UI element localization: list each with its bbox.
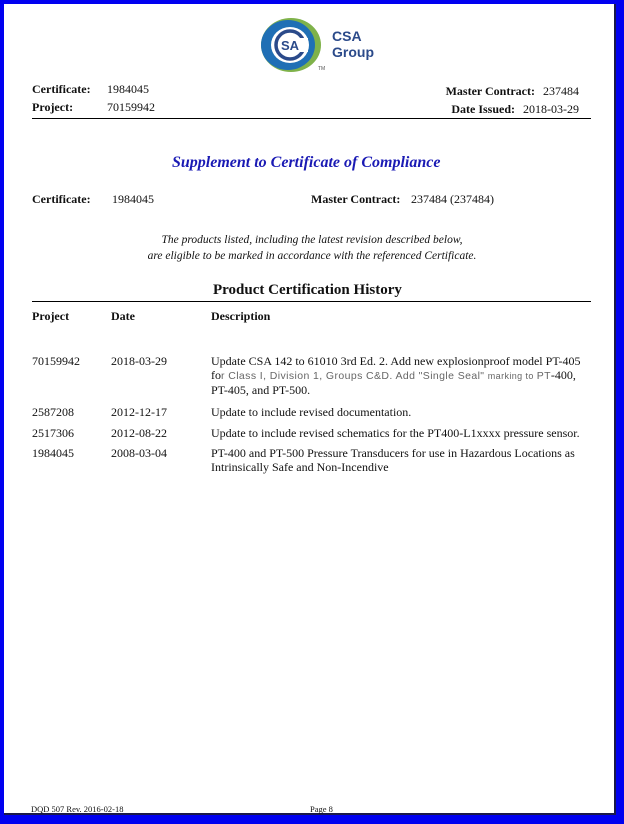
row-description: [211, 354, 581, 397]
row-date: 2012-12-17: [111, 405, 167, 419]
row-date: 2008-03-04: [111, 446, 167, 460]
description-line-3: PT-405, and PT-500.: [211, 383, 311, 397]
description-fragment: PT: [536, 370, 551, 382]
notice-line-2: are eligible to be marked in accordance with the referenced Certificate.: [147, 250, 477, 262]
description-fragment: r Class I, Division 1, Groups C&D. Add "Single Seal": [221, 370, 488, 382]
notice-line-1: The products listed, including the latest revision described below,: [161, 234, 463, 246]
sub-certificate-value: 1984045: [112, 192, 154, 206]
sub-certificate-label: Certificate:: [32, 192, 91, 206]
certificate-page: [4, 4, 616, 815]
project-label: Project:: [32, 100, 74, 114]
description-fragment: -400,: [550, 368, 576, 382]
history-divider: [32, 301, 591, 302]
column-header-project: Project: [32, 309, 70, 323]
project-value: 70159942: [107, 100, 155, 114]
master-contract-value: 237484: [543, 84, 579, 98]
description-line-1: Update CSA 142 to 61010 3rd Ed. 2. Add new explosionproof model PT-405: [211, 354, 581, 368]
sub-master-contract-label: Master Contract:: [311, 192, 401, 206]
description-fragment: marking to: [487, 371, 537, 381]
row-project: 70159942: [32, 354, 80, 368]
row-date: 2018-03-29: [111, 354, 167, 368]
document-title: Supplement to Certificate of Compliance: [172, 154, 441, 171]
column-header-date: Date: [111, 309, 135, 323]
row-project: 2517306: [32, 426, 74, 440]
master-contract-label: Master Contract:: [445, 84, 535, 98]
sub-master-contract-value: 237484 (237484): [411, 192, 494, 206]
logo-wordmark: [332, 28, 374, 60]
date-issued: [451, 100, 579, 118]
date-issued-label: Date Issued:: [451, 102, 515, 116]
csa-group-logo: [258, 14, 378, 76]
row-date: 2012-08-22: [111, 426, 167, 440]
svg-text:SA: SA: [280, 38, 300, 53]
master-contract: [446, 82, 579, 100]
logo-line-csa: CSA: [332, 28, 362, 44]
eligibility-notice: [0, 232, 624, 264]
row-description: Update to include revised schematics for the PT400-L1xxxx pressure sensor.: [211, 426, 580, 440]
trademark-mark: TM: [318, 66, 326, 72]
row-description: Update to include revised documentation.: [211, 405, 412, 419]
form-id: DQD 507 Rev. 2016-02-18: [31, 804, 124, 814]
header-divider: [32, 118, 591, 119]
description-fragment: fo: [211, 368, 221, 382]
column-header-description: Description: [211, 309, 271, 323]
history-title: Product Certification History: [213, 282, 402, 298]
logo-line-group: Group: [332, 44, 374, 60]
page-number: Page 8: [310, 804, 333, 814]
certificate-value: 1984045: [107, 82, 149, 96]
date-issued-value: 2018-03-29: [523, 102, 579, 116]
row-project: 2587208: [32, 405, 74, 419]
row-project: 1984045: [32, 446, 74, 460]
description-line-2: [211, 368, 581, 383]
row-description: PT-400 and PT-500 Pressure Transducers for use in Hazardous Locations as Intrinsically Safe and Non-Incendive: [211, 446, 575, 474]
certificate-label: Certificate:: [32, 82, 91, 96]
